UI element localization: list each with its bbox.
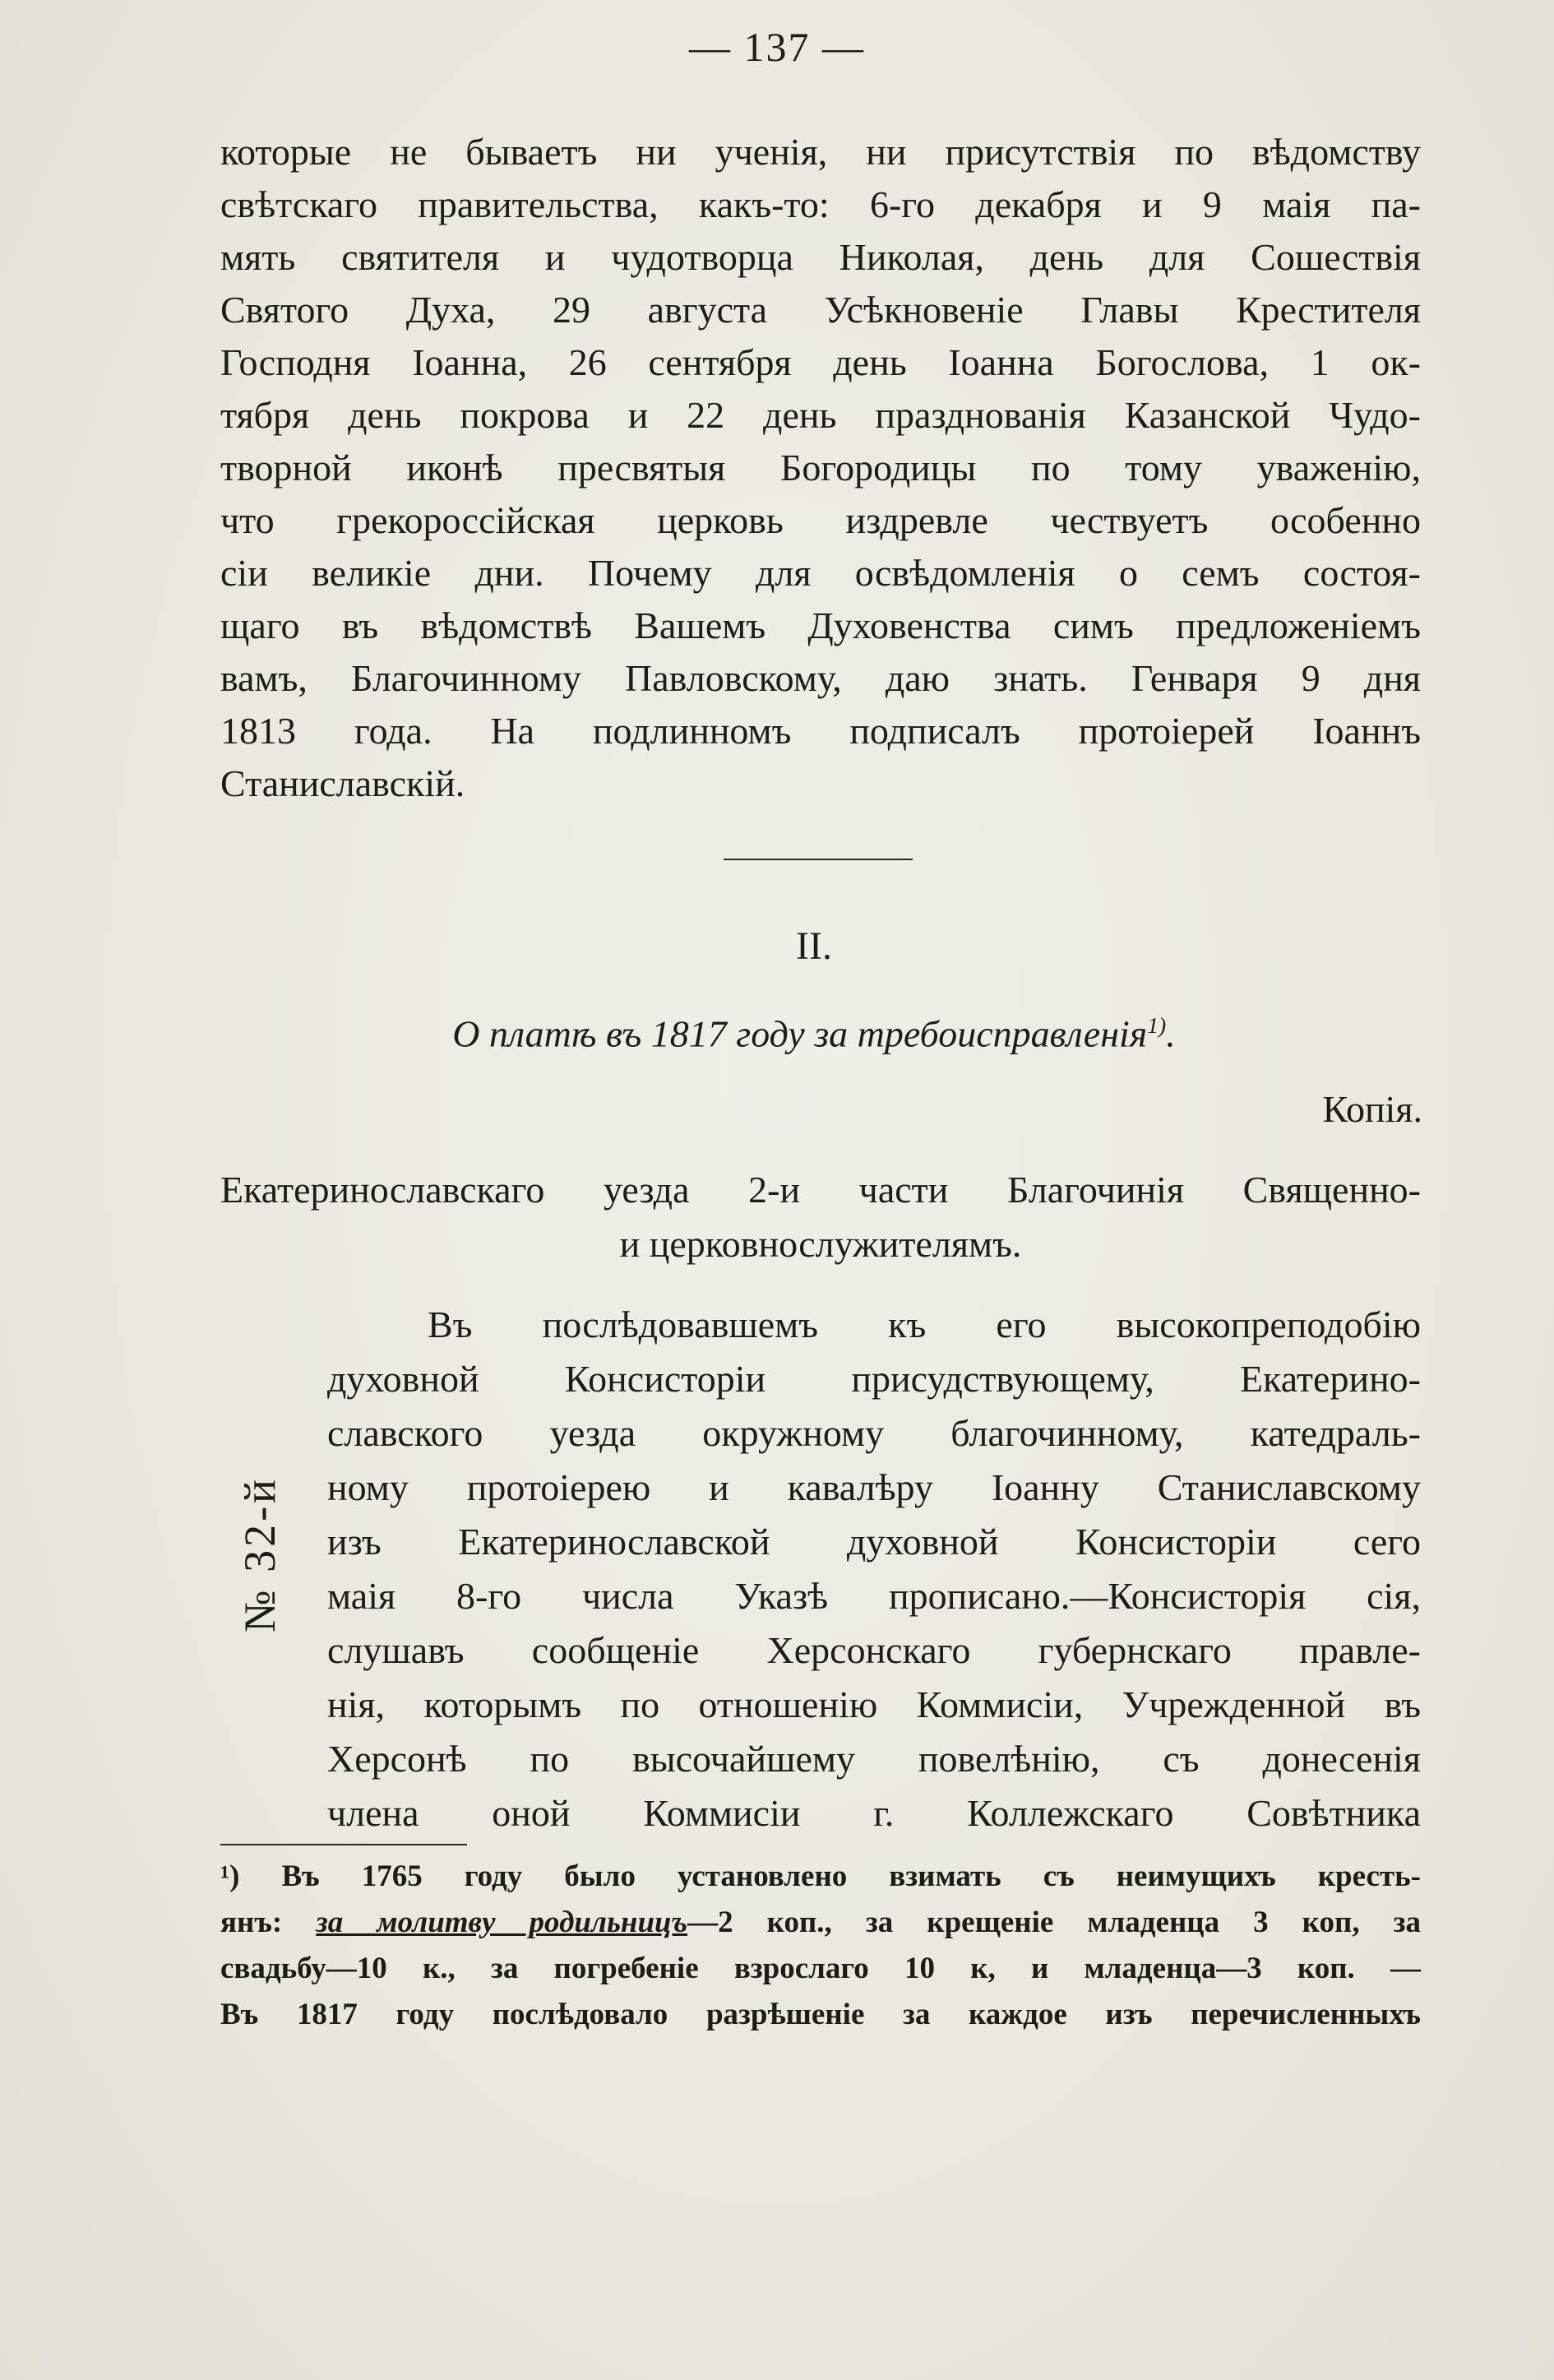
section-title-end: . (1166, 1012, 1176, 1055)
footnote-ref: 1) (1147, 1012, 1167, 1038)
footnote-line: свадьбу—10 к., за погребеніе взрослаго 10 к, и младенца—3 коп. — (220, 1952, 1421, 1985)
footnote-line: ¹) Въ 1765 году было установлено взимать съ неимущихъ кресть- (220, 1859, 1421, 1893)
footnote-text: янъ: (220, 1905, 283, 1939)
section-number: II. (796, 924, 832, 968)
footnote-divider (220, 1844, 467, 1845)
section-title-text: О платѣ въ 1817 году за требоисправленія (452, 1012, 1148, 1055)
text-line: слушавъ сообщеніе Херсонскаго губернскаго правле- (327, 1629, 1421, 1671)
text-line: Станиславскій. (220, 762, 465, 804)
footnote-italic: за молитву родильницъ (316, 1905, 688, 1939)
text-line: вамъ, Благочинному Павловскому, даю знать. Генваря 9 дня (220, 657, 1421, 699)
text-line: изъ Екатеринославской духовной Консисторіи сего (327, 1521, 1421, 1563)
marginal-note (210, 1447, 309, 1661)
footnote-line: Въ 1817 году послѣдовало разрѣшеніе за каждое изъ перечисленныхъ (220, 1998, 1421, 2031)
text-line: нія, которымъ по отношенію Коммисіи, Учрежденной въ (327, 1683, 1421, 1725)
text-line: духовной Консисторіи присудствующему, Екатерино- (327, 1358, 1421, 1400)
section-divider (724, 859, 913, 860)
text-line: творной иконѣ пресвятыя Богородицы по тому уваженію, (220, 447, 1421, 489)
text-line: мять святителя и чудотворца Николая, день для Сошествія (220, 236, 1421, 278)
addressee-line: Екатеринославскаго уезда 2-и части Благочинія Священно- (220, 1169, 1421, 1211)
text-line: Господня Іоанна, 26 сентября день Іоанна Богослова, 1 ок- (220, 341, 1421, 383)
text-line: Въ послѣдовавшемъ къ его высокопреподобію (428, 1303, 1421, 1345)
footnote-line (220, 1900, 1421, 1946)
text-line: Святого Духа, 29 августа Усѣкновеніе Главы Крестителя (220, 289, 1421, 331)
page-number: — 137 — (689, 24, 865, 70)
text-line: ному протоіерею и кавалѣру Іоанну Станиславскому (327, 1466, 1421, 1508)
text-line: что грекороссійская церковь издревле чествуетъ особенно (220, 499, 1421, 541)
text-line: славского уезда окружному благочинному, катедраль- (327, 1412, 1421, 1454)
text-line: свѣтскаго правительства, какъ-то: 6-го декабря и 9 маія па- (220, 183, 1421, 225)
marginal-note-text: № 32-й (235, 1476, 284, 1632)
footnote-text: —2 коп., за крещеніе младенца 3 коп, за (687, 1905, 1422, 1939)
text-line: члена оной Коммисіи г. Коллежскаго Совѣтника (327, 1792, 1421, 1834)
text-line: тября день покрова и 22 день празднованія Казанской Чудо- (220, 394, 1421, 436)
text-line: щаго въ вѣдомствѣ Вашемъ Духовенства симъ предложеніемъ (220, 604, 1421, 646)
kopiya-label: Копія. (1322, 1088, 1422, 1130)
text-line: которые не бываетъ ни ученія, ни присутствія по вѣдомству (220, 131, 1421, 173)
addressee-line: и церковнослужителямъ. (619, 1223, 1022, 1265)
text-line: Херсонѣ по высочайшему повелѣнію, съ донесенія (327, 1738, 1421, 1780)
text-line: 1813 года. На подлинномъ подписалъ протоіерей Іоаннъ (220, 710, 1421, 752)
text-line: сіи великіе дни. Почему для освѣдомленія о семъ состоя- (220, 552, 1421, 594)
section-title (0, 998, 1554, 1061)
text-line: маія 8-го числа Указѣ прописано.—Консисторія сія, (327, 1575, 1421, 1617)
